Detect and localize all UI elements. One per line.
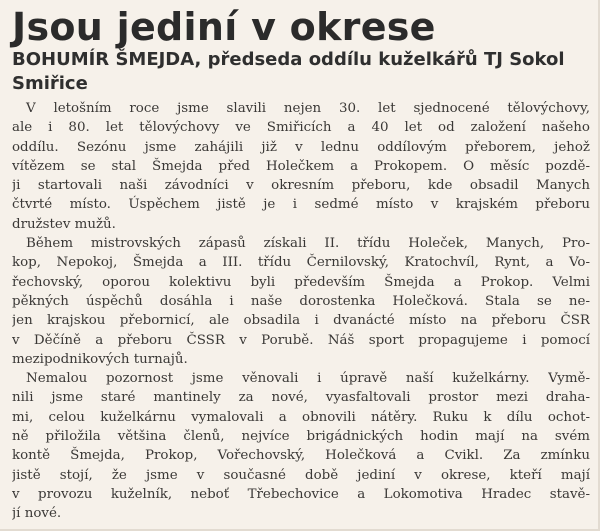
text-line: V letošním roce jsme slavili nejen 30. let sjednocené tělovýchovy, (26, 101, 590, 116)
text-line: řechovský, oporou kolektivu byli především Šmejda a Prokop. Velmi (12, 274, 590, 290)
paragraph-2 (12, 234, 590, 369)
text-line: ale i 80. let tělovýchovy ve Smiřicích a 40 let od založení našeho (12, 120, 590, 136)
text-line: v provozu kuželník, neboť Třebechovice a Lokomotiva Hradec stavě- (12, 486, 590, 502)
article-body (12, 99, 590, 524)
text-line: jen krajskou přebornicí, ale obsadila i dvanácté místo na přeboru ČSR (12, 313, 590, 329)
text-line: jí nové. (12, 506, 62, 522)
text-line: v Děčíně a přeboru ČSSR v Porubě. Náš sport propagujeme i pomocí (12, 332, 590, 348)
text-line: Nemalou pozornost jsme věnovali i úpravě naší kuželkárny. Vymě- (26, 371, 590, 387)
article-headline: Jsou jediní v okrese (12, 5, 436, 49)
text-line: kontě Šmejda, Prokop, Vořechovský, Holečková a Cvikl. Za zmínku (12, 448, 590, 464)
text-line: ji startovali naši závodníci v okresním přeboru, kde obsadil Manych (12, 178, 590, 194)
text-line: Během mistrovských zápasů získali II. třídu Holeček, Manych, Pro- (26, 236, 590, 252)
text-line: vítězem se stal Šmejda před Holečkem a Prokopem. O měsíc pozdě- (12, 158, 590, 174)
paragraph-3 (12, 369, 590, 523)
text-line: mi, celou kuželkárnu vymalovali a obnovili nátěry. Ruku k dílu ochot- (12, 409, 590, 425)
text-line: jistě stojí, že jsme v současné době jediní v okrese, kteří mají (12, 467, 590, 483)
subhead-line-1: BOHUMÍR ŠMEJDA, předseda oddílu kuželkářů TJ Sokol (12, 49, 565, 70)
text-line: družstev mužů. (12, 216, 116, 232)
article-subhead (12, 48, 590, 96)
text-line: nili jsme staré mantinely za nové, vyasfaltovali prostor mezi draha- (12, 390, 590, 406)
text-line: pěkných úspěchů dosáhla i naše dorostenka Holečková. Stala se ne- (12, 293, 590, 309)
text-line: ně přiložila většina členů, nejvíce brigádnických hodin mají na svém (12, 429, 590, 445)
subhead-line-2: Smiřice (12, 73, 88, 94)
paragraph-1 (12, 99, 590, 234)
text-line: oddílu. Sezónu jsme zahájili již v lednu oddílovým přeborem, jehož (12, 139, 590, 155)
text-line: čtvrté místo. Úspěchem jistě je i sedmé místo v krajském přeboru (12, 197, 590, 213)
text-line: mezipodnikových turnajů. (12, 351, 188, 367)
text-line: kop, Nepokoj, Šmejda a III. třídu Černilovský, Kratochvíl, Rynt, a Vo- (12, 255, 590, 271)
